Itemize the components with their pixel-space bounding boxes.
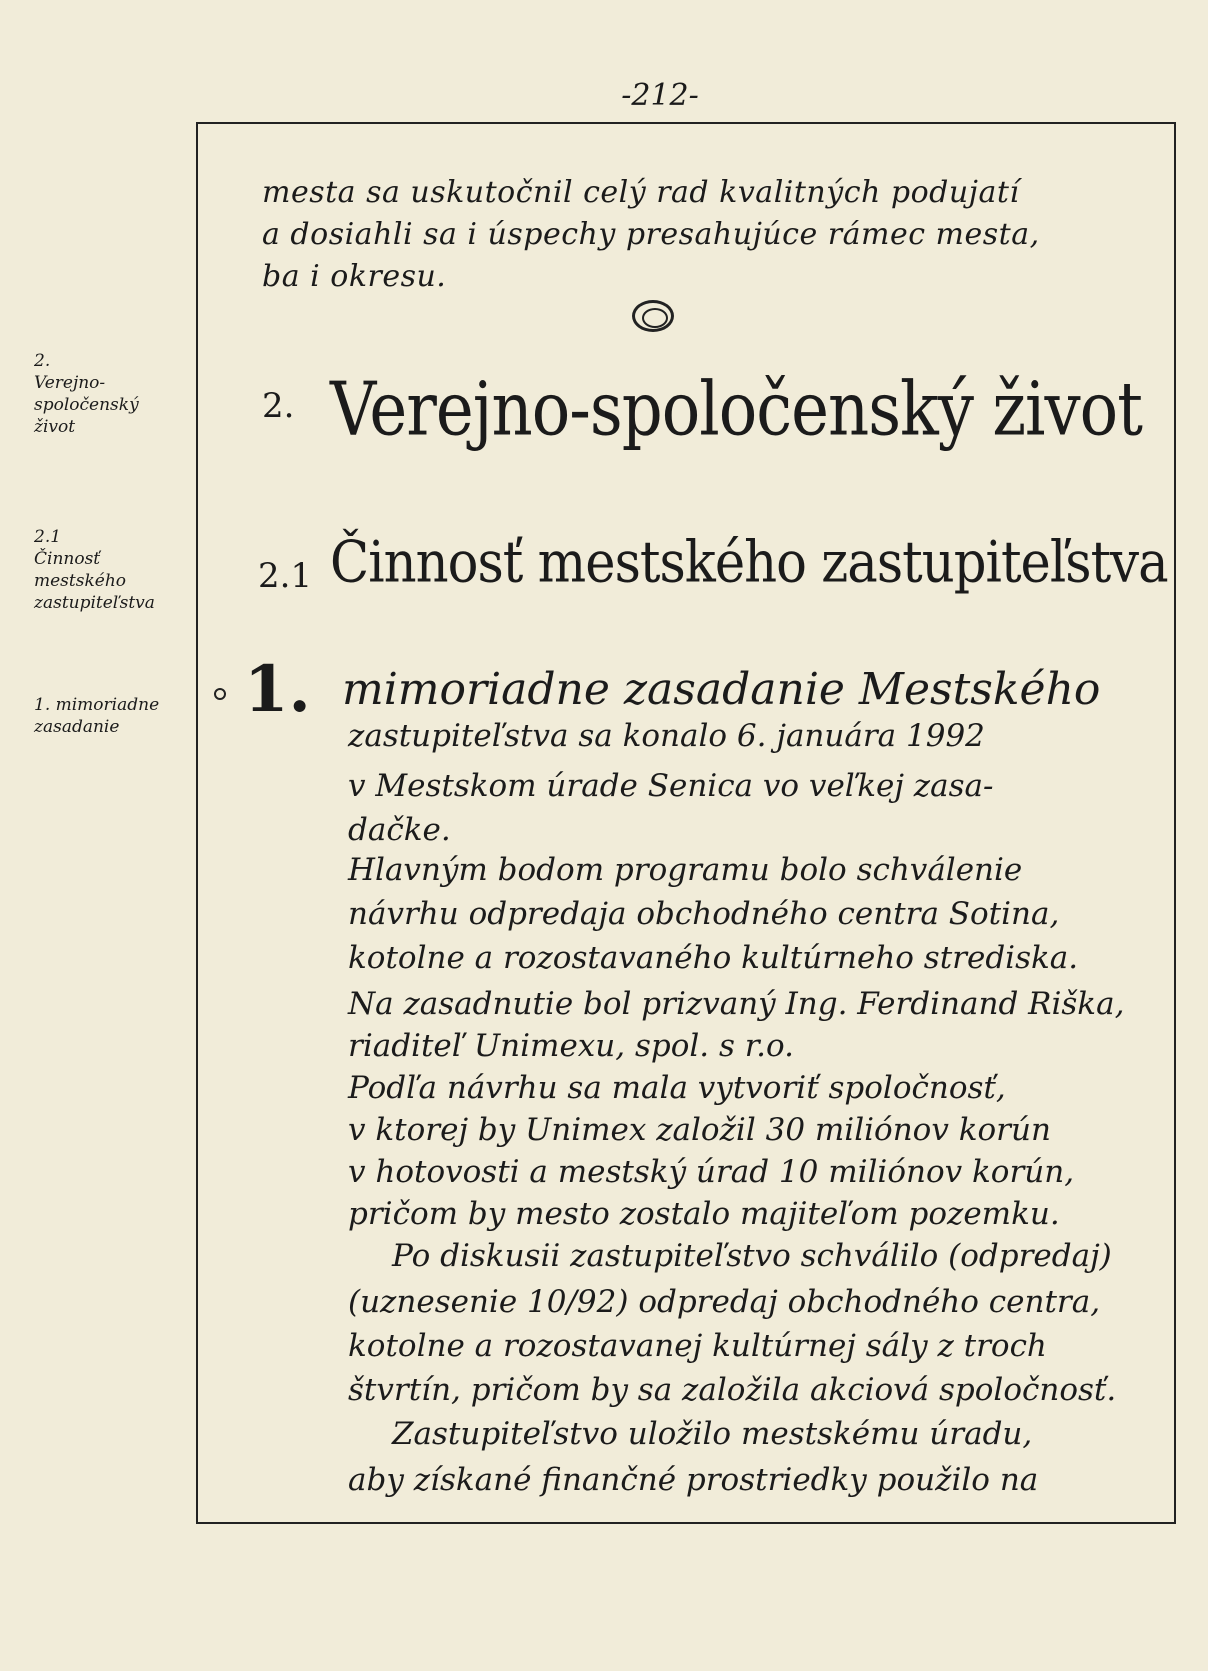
section-number: 2.: [262, 386, 295, 426]
margin-note-section: 2. Verejno- spoločenský život: [34, 351, 139, 437]
paragraph-first-line: mimoriadne zasadanie Mestského: [342, 664, 1101, 715]
intro-line: ba i okresu.: [262, 259, 447, 294]
page-number: -212-: [621, 78, 699, 113]
paragraph-line: zastupiteľstva sa konalo 6. januára 1992: [348, 718, 985, 754]
section-title: Verejno-spoločenský život: [330, 368, 1142, 454]
paragraph-line: Po diskusii zastupiteľstvo schválilo (odpredaj): [392, 1238, 1112, 1274]
paragraph-line: v hotovosti a mestský úrad 10 miliónov korún,: [348, 1154, 1075, 1190]
paragraph-line: dačke.: [348, 812, 451, 848]
paragraph-line: v ktorej by Unimex založil 30 miliónov korún: [348, 1112, 1051, 1148]
paragraph-line: kotolne a rozostavanej kultúrnej sály z troch: [348, 1328, 1047, 1364]
subsection-title: Činnosť mestského zastupiteľstva: [330, 530, 1168, 596]
subsection-number: 2.1: [258, 556, 313, 596]
paragraph-line: návrhu odpredaja obchodného centra Sotina,: [348, 896, 1060, 932]
paragraph-number: 1.: [244, 652, 311, 727]
paragraph-line: štvrtín, pričom by sa založila akciová spoločnosť.: [348, 1372, 1117, 1408]
paragraph-line: Zastupiteľstvo uložilo mestskému úradu,: [392, 1416, 1033, 1452]
intro-line: a dosiahli sa i úspechy presahujúce rámec mesta,: [262, 217, 1040, 252]
margin-note-paragraph: 1. mimoriadne zasadanie: [34, 695, 160, 737]
paragraph-line: Na zasadnutie bol prizvaný Ing. Ferdinand Riška,: [348, 986, 1125, 1022]
paragraph-line: aby získané finančné prostriedky použilo na: [348, 1462, 1039, 1498]
intro-line: mesta sa uskutočnil celý rad kvalitných podujatí: [262, 175, 1020, 210]
paragraph-line: riaditeľ Unimexu, spol. s r.o.: [348, 1028, 794, 1064]
bullet-circle: [214, 688, 226, 700]
paragraph-line: pričom by mesto zostalo majiteľom pozemku.: [348, 1196, 1060, 1232]
paragraph-line: v Mestskom úrade Senica vo veľkej zasa-: [348, 768, 994, 804]
ornament-divider: [632, 300, 674, 332]
paragraph-line: Hlavným bodom programu bolo schválenie: [348, 852, 1023, 888]
paragraph-line: (uznesenie 10/92) odpredaj obchodného centra,: [348, 1284, 1101, 1320]
paragraph-line: Podľa návrhu sa mala vytvoriť spoločnosť,: [348, 1070, 1006, 1106]
paragraph-line: kotolne a rozostavaného kultúrneho strediska.: [348, 940, 1079, 976]
margin-note-subsection: 2.1 Činnosť mestského zastupiteľstva: [34, 527, 155, 613]
